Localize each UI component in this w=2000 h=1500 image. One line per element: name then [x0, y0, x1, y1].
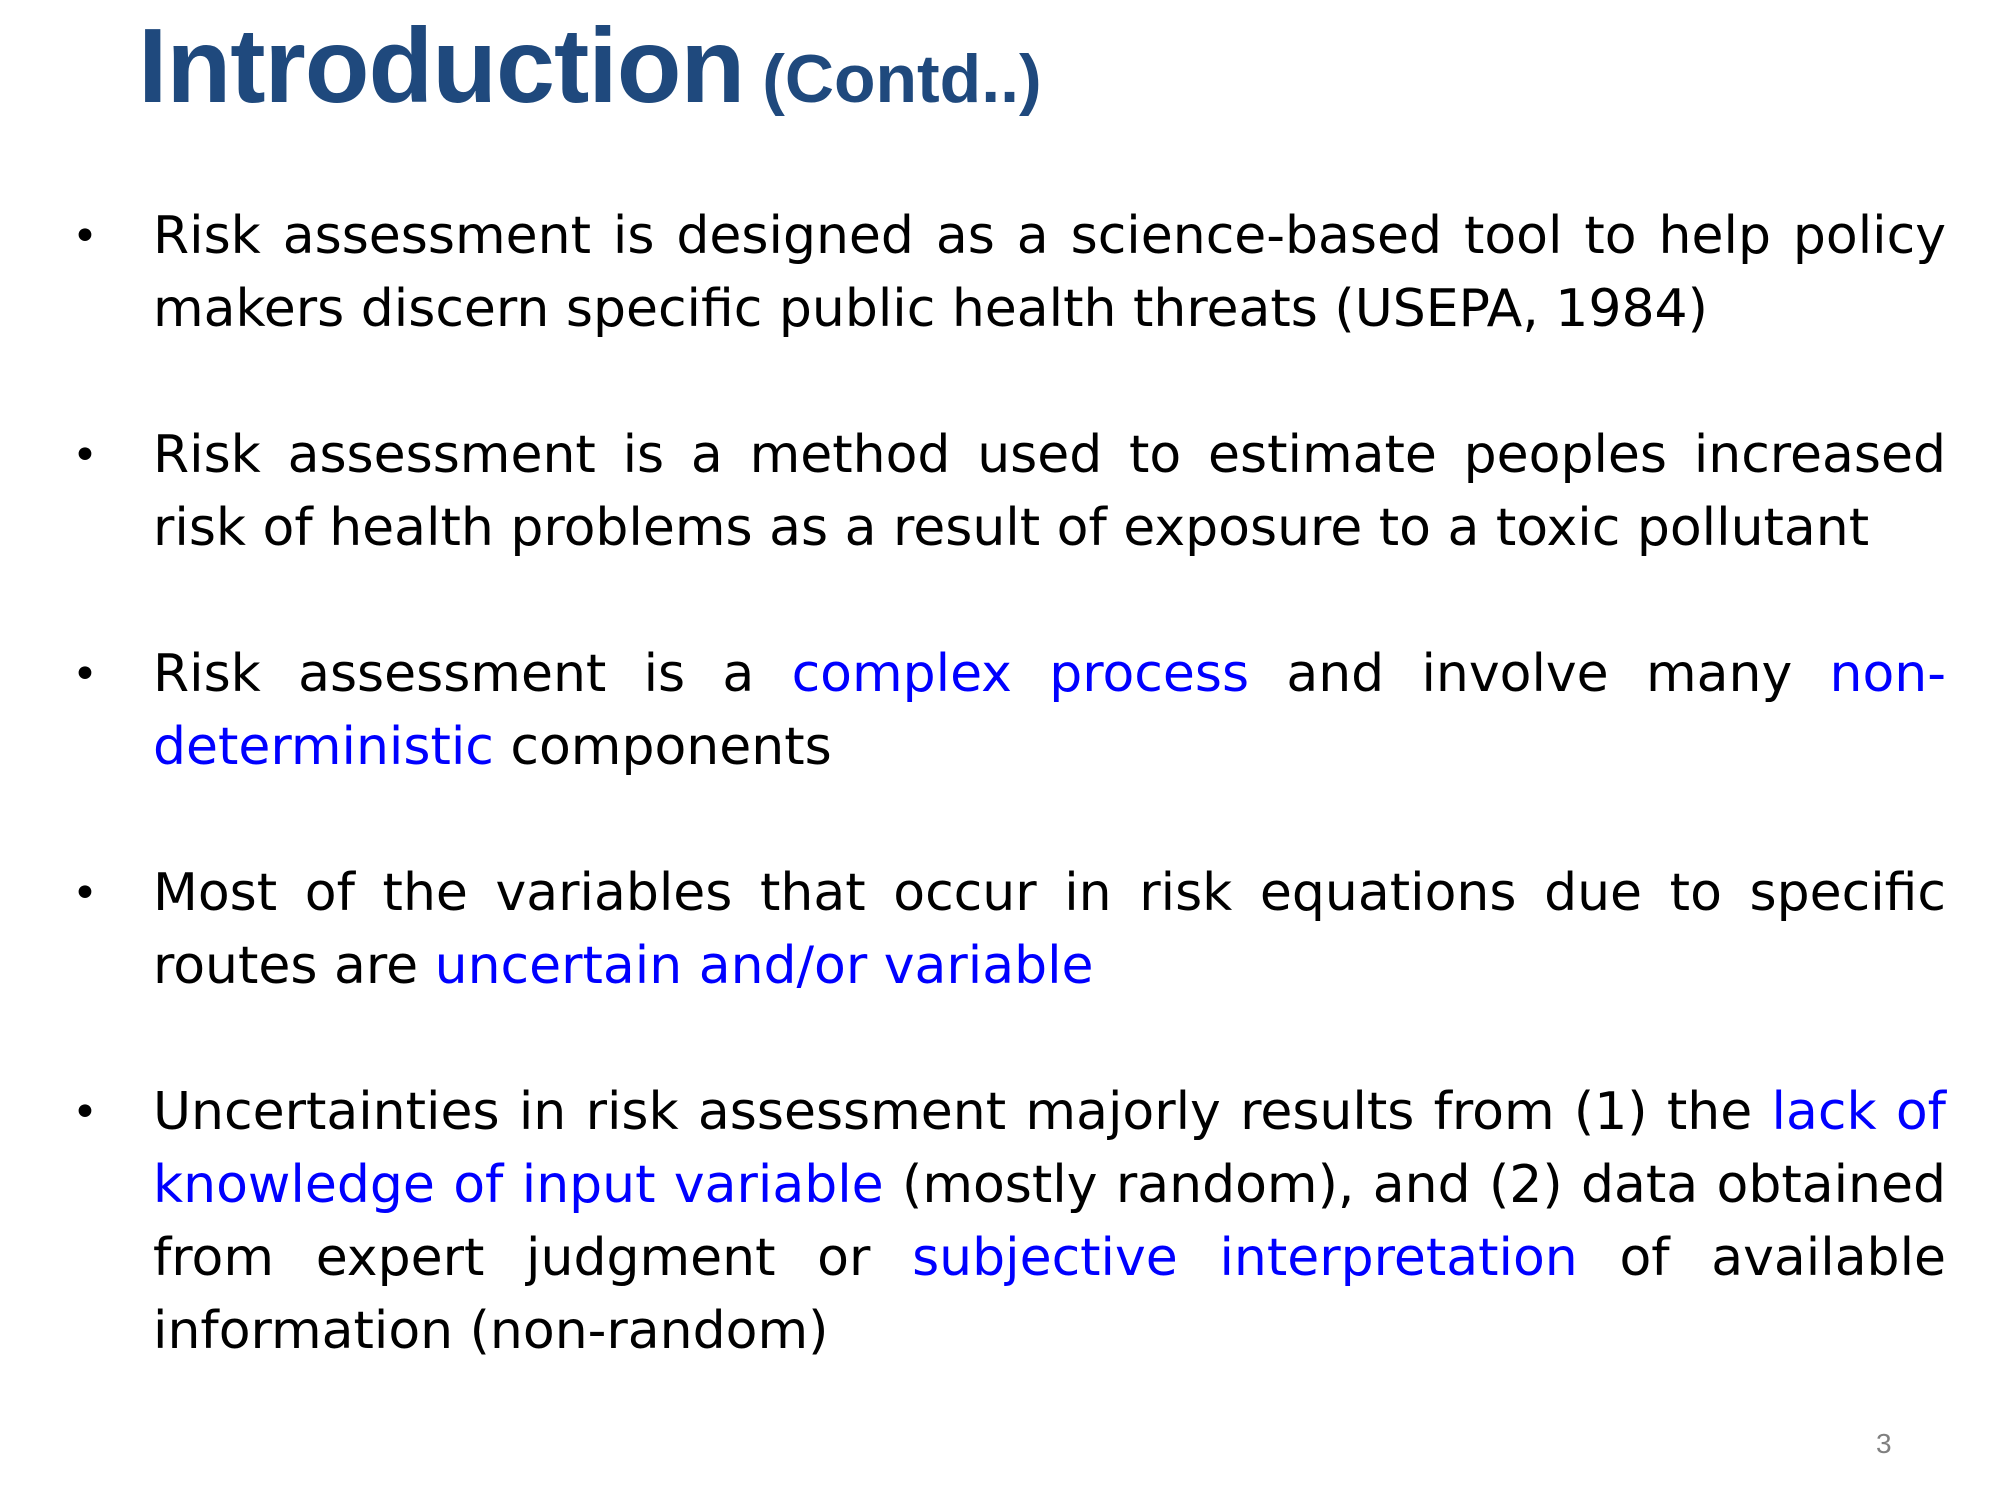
highlight-lack-of-knowledge: lack of knowledge of input variable: [153, 1082, 1946, 1215]
bullet-text-segment: Risk assessment is a method used to estimate peoples increased risk of health problems as a result of exposure to a toxic pollutant: [153, 425, 1946, 558]
bullet-dot-icon: •: [72, 211, 98, 262]
bullet-dot-icon: •: [72, 1087, 98, 1138]
bullet-text: [153, 638, 1946, 784]
bullet-text-segment: and involve many: [1249, 644, 1830, 704]
page-number: 3: [1876, 1428, 1892, 1459]
highlight-uncertain-variable: uncertain and/or variable: [434, 936, 1094, 996]
highlight-non-deterministic: non-deterministic: [153, 644, 1947, 777]
bullet-text-segment: (mostly random), and (2) data obtained from expert judgment or: [153, 1155, 1946, 1288]
bullet-dot-icon: •: [72, 649, 98, 700]
bullet-text: [153, 857, 1946, 1003]
bullet-dot-icon: •: [72, 430, 98, 481]
bullet-text: [153, 419, 1946, 565]
bullet-text-segment: Risk assessment is a: [153, 644, 792, 704]
slide-title: [138, 6, 1042, 128]
highlight-subjective-interpretation: subjective interpretation: [912, 1228, 1578, 1288]
bullet-text-segment: Risk assessment is designed as a science-based tool to help policy makers discern specific public health threats (USEPA, 1984): [153, 206, 1946, 339]
title-main: Introduction: [138, 7, 745, 125]
title-suffix: (Contd..): [762, 41, 1042, 117]
bullet-text-segment: components: [493, 717, 832, 777]
bullet-dot-icon: •: [72, 868, 98, 919]
bullet-text: [153, 200, 1946, 346]
bullet-text-segment: Most of the variables that occur in risk equations due to specific routes are: [153, 863, 1946, 996]
bullet-text: [153, 1076, 1946, 1368]
bullet-text-segment: Uncertainties in risk assessment majorly results from (1) the: [153, 1082, 1772, 1142]
bullet-text-segment: of available information (non-random): [153, 1228, 1947, 1361]
highlight-complex-process: complex process: [791, 644, 1250, 704]
